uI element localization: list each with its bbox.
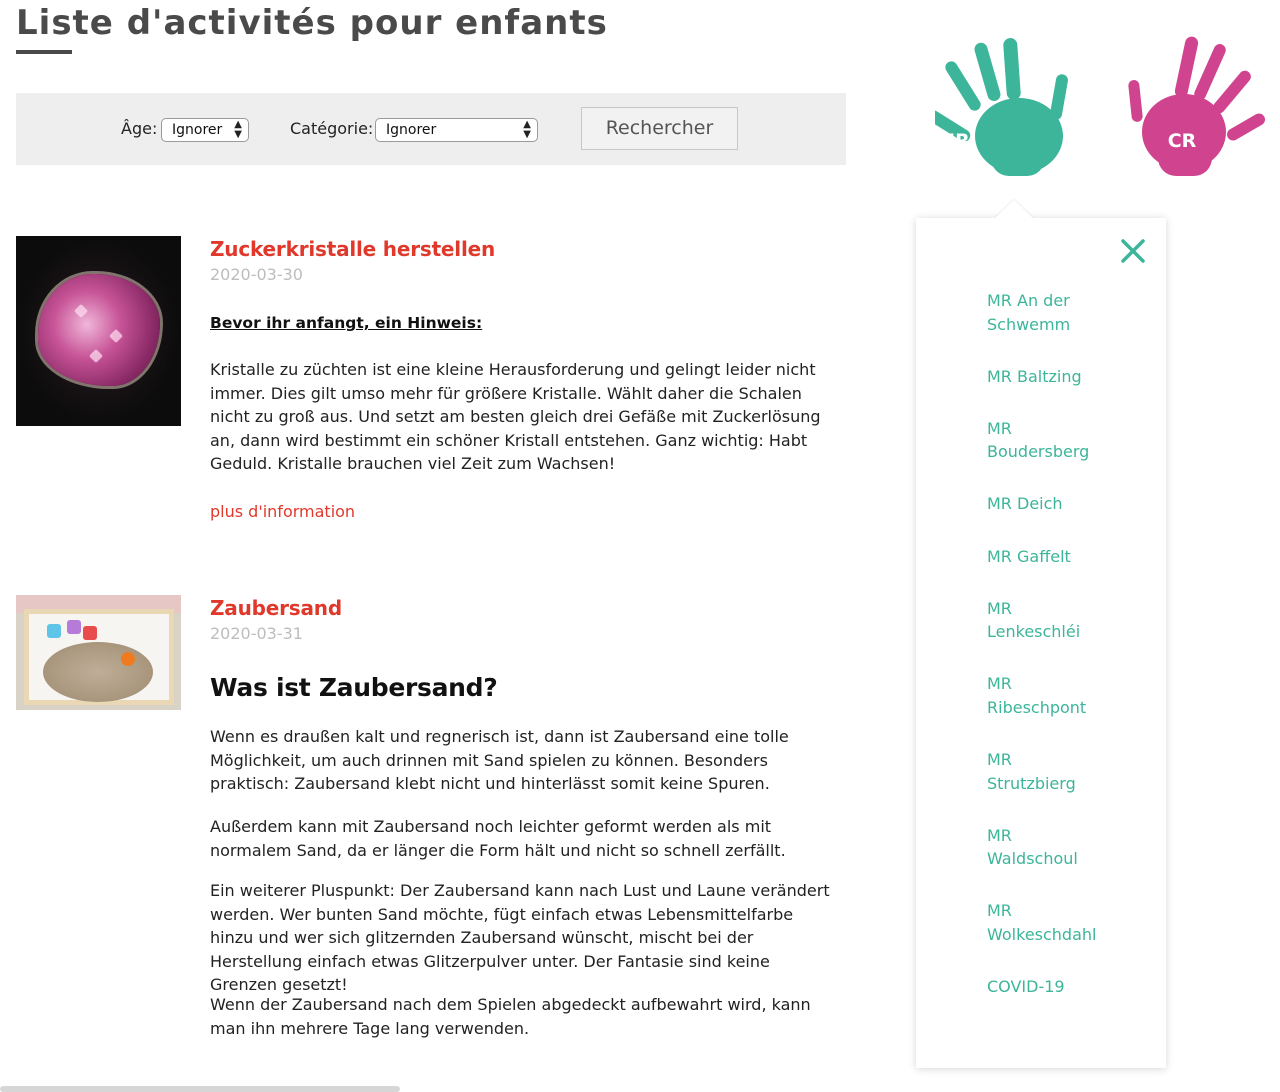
horizontal-scrollbar[interactable]	[0, 1086, 400, 1092]
mr-hand-logo[interactable]	[935, 32, 1075, 182]
category-select[interactable]	[375, 118, 538, 142]
menu-item-an-der-schwemm[interactable]: MR An der Schwemm	[987, 291, 1071, 334]
more-info-link[interactable]: plus d'information	[210, 502, 356, 521]
article-paragraph: Wenn es draußen kalt und regnerisch ist, dann ist Zaubersand eine tolle Möglichkeit, um auch drinnen mit Sand spielen zu können. Besonders praktisch: Zaubersand klebt nicht und hinterlässt somit keine Spuren.	[210, 727, 789, 794]
menu-item-wolkeschdahl[interactable]: MR Wolkeschdahl	[987, 901, 1097, 944]
article-paragraph: Kristalle zu züchten ist eine kleine Herausforderung und gelingt leider nicht immer. Dies gilt umso mehr für größere Kristalle. Wählt daher die Schalen nicht zu groß aus. Und setzt am besten gleich drei Gefäße mit Zuckerlösung an, dann wird bestimmt ein schöner Kristall entstehen. Ganz wichtig: Habt Geduld. Kristalle brauchen viel Zeit zum Wachsen!	[210, 360, 821, 474]
crystal-image	[38, 274, 160, 386]
article-thumbnail-sand[interactable]	[16, 595, 181, 710]
menu-item-deich[interactable]: MR Deich	[987, 494, 1063, 514]
hand-print-icon	[1128, 32, 1268, 182]
article-date: 2020-03-30	[210, 265, 303, 284]
sand-mold-shape	[47, 624, 61, 638]
menu-item-waldschoul[interactable]: MR Waldschoul	[987, 825, 1078, 869]
hand-print-icon	[935, 32, 1075, 182]
menu-item-covid-19[interactable]: COVID-19	[987, 977, 1065, 997]
category-label: Catégorie:	[290, 119, 374, 138]
article-sub-heading: Was ist Zaubersand?	[210, 673, 498, 702]
menu-item-boudersberg[interactable]: MR Boudersberg	[987, 418, 1090, 462]
article-thumbnail-crystal[interactable]	[16, 236, 181, 426]
menu-item-ribeschpont[interactable]: MR Ribeschpont	[987, 674, 1087, 717]
menu-item-baltzing[interactable]: MR Baltzing	[987, 366, 1082, 386]
age-select-value: Ignorer	[172, 122, 223, 138]
article-title[interactable]: Zuckerkristalle herstellen	[210, 237, 496, 261]
cr-logo-label: CR	[1167, 130, 1197, 152]
article-paragraph: Außerdem kann mit Zaubersand noch leichter geformt werden als mit normalem Sand, da er länger die Form hält und nicht so schnell zerfällt.	[210, 817, 786, 860]
category-select-value: Ignorer	[386, 122, 437, 138]
article-date: 2020-03-31	[210, 624, 303, 643]
dropdown-menu-list	[987, 289, 1147, 1027]
close-icon[interactable]	[1119, 237, 1147, 265]
age-label: Âge:	[121, 119, 158, 138]
search-button[interactable]: Rechercher	[581, 107, 738, 150]
age-select[interactable]	[161, 118, 249, 142]
sand-mold-shape	[121, 652, 135, 666]
article-paragraph: Ein weiterer Pluspunkt: Der Zaubersand kann nach Lust und Laune verändert werden. Wer bunten Sand möchte, fügt einfach etwas Lebensmittelfarbe hinzu und wer sich glitzernden Zaubersand wünscht, mischt bei der Herstellung einfach etwas Glitzerpulver unter. Der Fantasie sind keine Grenzen gesetzt!	[210, 881, 830, 995]
select-arrows-icon: ▲ ▼	[523, 119, 531, 140]
sand-tray-image	[24, 609, 174, 705]
article-note-heading: Bevor ihr anfangt, ein Hinweis:	[210, 314, 483, 332]
article-paragraph: Wenn der Zaubersand nach dem Spielen abgedeckt aufbewahrt wird, kann man ihn mehrere Tage lang verwenden.	[210, 995, 811, 1038]
menu-item-strutzbierg[interactable]: MR Strutzbierg	[987, 750, 1076, 793]
sand-pile	[43, 642, 153, 702]
select-arrows-icon: ▲ ▼	[234, 119, 242, 140]
menu-item-gaffelt[interactable]: MR Gaffelt	[987, 546, 1071, 566]
dropdown-pointer	[994, 200, 1034, 219]
mr-logo-label: MR	[936, 130, 970, 152]
article-title[interactable]: Zaubersand	[210, 596, 342, 620]
menu-item-lenkeschlei[interactable]: MR Lenkeschléi	[987, 598, 1081, 642]
filter-bar	[16, 93, 846, 165]
sand-mold-shape	[83, 626, 97, 640]
title-underline	[16, 50, 72, 54]
page-title: Liste d'activités pour enfants	[16, 3, 608, 43]
sand-mold-shape	[67, 620, 81, 634]
cr-hand-logo[interactable]	[1128, 32, 1268, 182]
